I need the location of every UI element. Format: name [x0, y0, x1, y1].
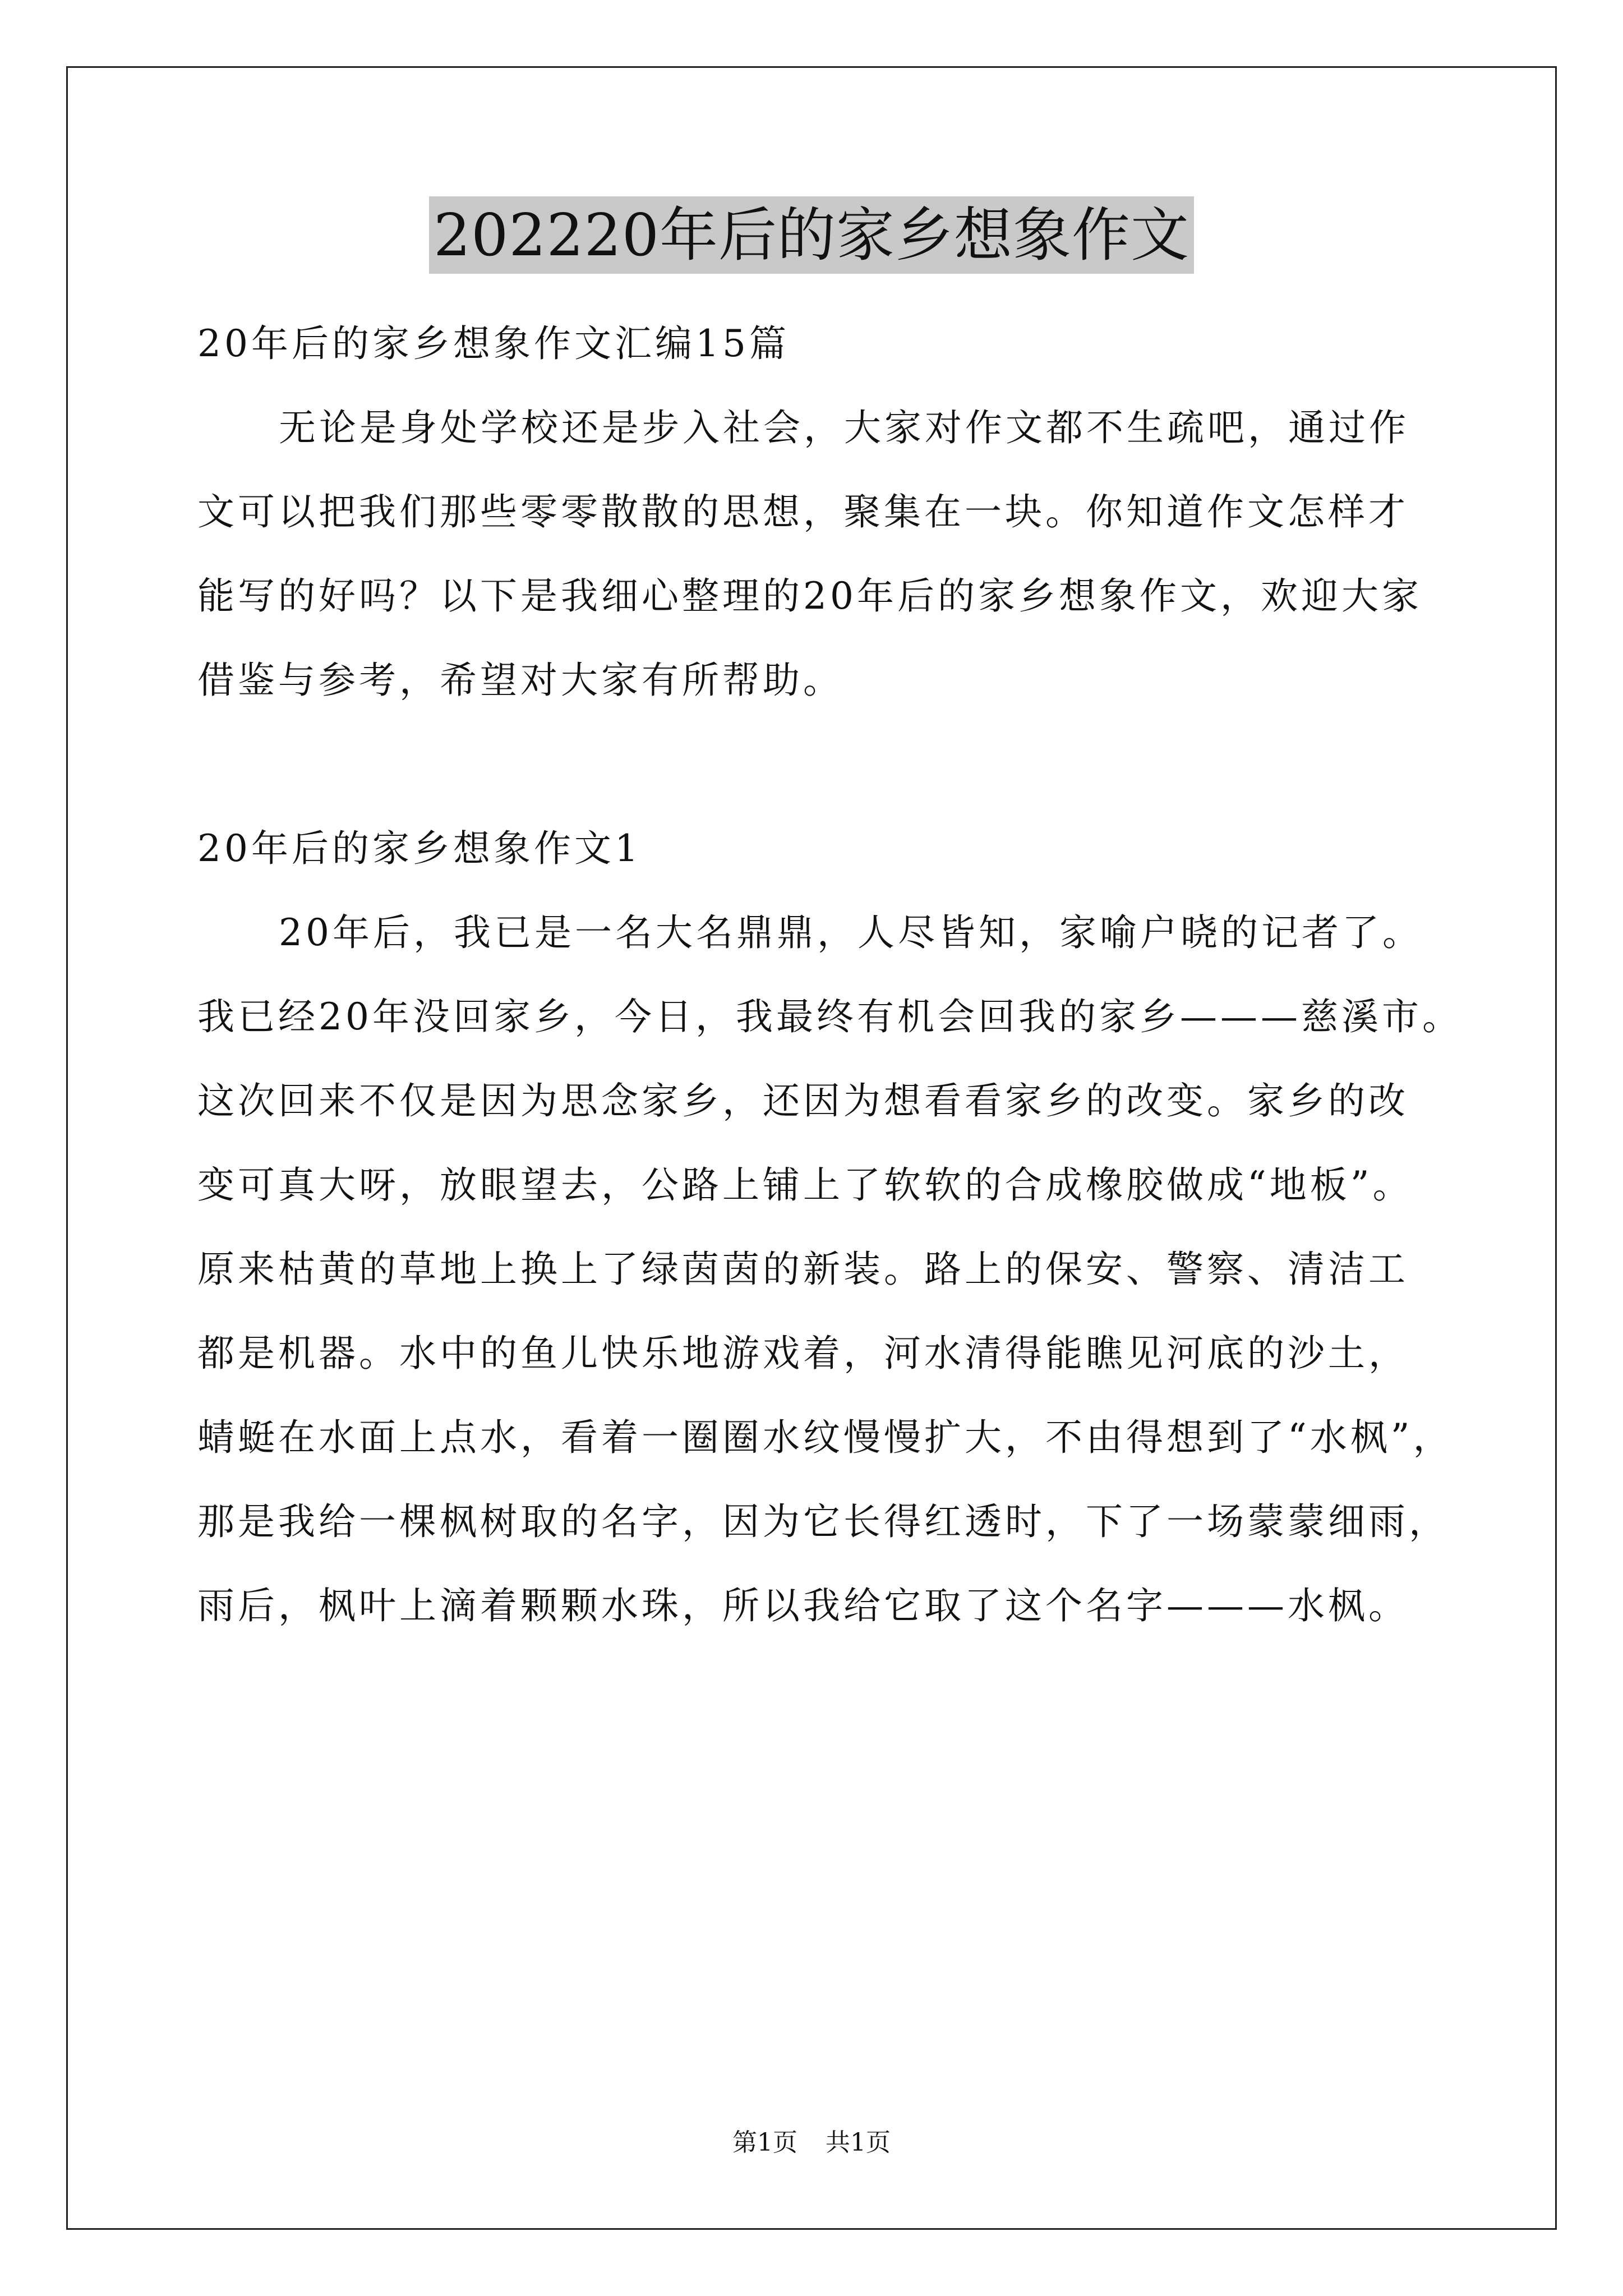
- intro-line-1: 无论是身处学校还是步入社会，大家对作文都不生疏吧，通过作: [279, 406, 1409, 449]
- essay-line-9: 雨后，枫叶上滴着颗颗水珠，所以我给它取了这个名字———水枫。: [197, 1584, 1409, 1627]
- page-footer: [0, 2126, 1623, 2160]
- section-heading: 20年后的家乡想象作文1: [197, 827, 642, 870]
- essay-line-8: 那是我给一棵枫树取的名字，因为它长得红透时，下了一场蒙蒙细雨，: [197, 1500, 1449, 1543]
- essay-line-2: 我已经20年没回家乡，今日，我最终有机会回我的家乡———慈溪市。: [197, 995, 1463, 1038]
- essay-line-3: 这次回来不仅是因为思念家乡，还因为想看看家乡的改变。家乡的改: [197, 1079, 1409, 1122]
- essay-line-1: 20年后，我已是一名大名鼎鼎，人尽皆知，家喻户晓的记者了。: [279, 911, 1423, 954]
- intro-line-3: 能写的好吗？以下是我细心整理的20年后的家乡想象作文，欢迎大家: [197, 574, 1422, 618]
- paragraph-gap: [197, 723, 1487, 807]
- document-subtitle: 20年后的家乡想象作文汇编15篇: [197, 322, 790, 365]
- document-title: 202220年后的家乡想象作文: [429, 196, 1194, 274]
- essay-line-7: 蜻蜓在水面上点水，看着一圈圈水纹慢慢扩大，不由得想到了“水枫”，: [197, 1416, 1454, 1459]
- essay-line-6: 都是机器。水中的鱼儿快乐地游戏着，河水清得能瞧见河底的沙土，: [197, 1332, 1409, 1375]
- intro-line-2: 文可以把我们那些零零散散的思想，聚集在一块。你知道作文怎样才: [197, 490, 1409, 533]
- document-body: [197, 302, 1487, 1648]
- intro-line-4: 借鉴与参考，希望对大家有所帮助。: [197, 659, 843, 702]
- essay-line-5: 原来枯黄的草地上换上了绿茵茵的新装。路上的保安、警察、清洁工: [197, 1248, 1409, 1291]
- page-total: 共1页: [826, 2128, 891, 2157]
- essay-line-4: 变可真大呀，放眼望去，公路上铺上了软软的合成橡胶做成“地板”。: [197, 1163, 1413, 1207]
- title-container: [0, 196, 1623, 274]
- page-number: 第1页: [732, 2128, 797, 2157]
